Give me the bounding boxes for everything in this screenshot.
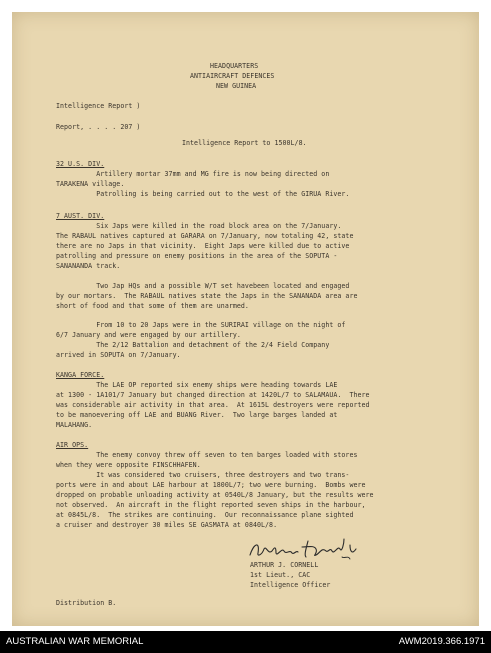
body-line: The LAE OP reported six enemy ships were heading towards LAE: [56, 381, 338, 389]
body-line: SANANANDA track.: [56, 262, 121, 270]
body-line: to be manoevering off LAE and BUANG River. Two large barges landed at: [56, 411, 338, 419]
body-line: The RABAUL natives captured at GARARA on 7/January, now totaling 42, state: [56, 232, 354, 240]
body-line: by our mortars. The RABAUL natives state the Japs in the SANANADA area are: [56, 292, 358, 300]
body-line: when they were opposite FINSCHHAFEN.: [56, 461, 201, 469]
body-line: a cruiser and destroyer 30 miles SE GASMATA at 0840L/8.: [56, 521, 278, 529]
body-line: not observed. An aircraft in the flight reported seven ships in the harbour,: [56, 501, 366, 509]
body-line: MALAHANG.: [56, 421, 93, 429]
body-line: Two Jap HQs and a possible W/T set havebeen located and engaged: [56, 282, 350, 290]
signature-role: Intelligence Officer: [250, 581, 331, 589]
body-line: ports were in and about LAE harbour at 1800L/7; two were burning. Bombs were: [56, 481, 366, 489]
body-line: From 10 to 20 Japs were in the SURIRAI village on the night of: [56, 321, 346, 329]
section-heading-air-ops: AIR OPS.: [56, 441, 89, 449]
body-line: was considerable air activity in that area. At 1615L destroyers were reported: [56, 401, 370, 409]
body-line: TARAKENA village.: [56, 180, 125, 188]
body-line: patrolling and pressure on enemy positions in the area of the SOPUTA -: [56, 252, 338, 260]
section-heading-7-aust-div: 7 AUST. DIV.: [56, 212, 105, 220]
report-id-line-2: Report, . . . . 207 ): [56, 123, 141, 131]
body-line: dropped on probable unloading activity at 0540L/8 January, but the results were: [56, 491, 374, 499]
archive-footer-bar: [0, 631, 491, 653]
body-line: Six Japs were killed in the road block area on the 7/January.: [56, 222, 342, 230]
report-title: Intelligence Report to 1500L/8.: [182, 139, 307, 147]
header-line-new-guinea: NEW GUINEA: [216, 82, 257, 90]
body-line: Patrolling is being carried out to the west of the GIRUA River.: [56, 190, 350, 198]
section-heading-32-us-div: 32 U.S. DIV.: [56, 160, 105, 168]
report-id-line-1: Intelligence Report ): [56, 102, 141, 110]
section-heading-kanga-force: KANGA FORCE.: [56, 371, 105, 379]
header-line-headquarters: HEADQUARTERS: [210, 62, 259, 70]
body-line: arrived in SOPUTA on 7/January.: [56, 351, 181, 359]
distribution-line: Distribution B.: [56, 599, 117, 607]
body-line: The enemy convoy threw off seven to ten barges loaded with stores: [56, 451, 358, 459]
signature-name: ARTHUR J. CORNELL: [250, 561, 319, 569]
body-line: It was considered two cruisers, three destroyers and two trans-: [56, 471, 350, 479]
header-line-antiaircraft: ANTIAIRCRAFT DEFENCES: [190, 72, 275, 80]
archive-name: AUSTRALIAN WAR MEMORIAL: [6, 636, 144, 647]
body-line: at 0845L/8. The strikes are continuing. Our reconnaissance plane sighted: [56, 511, 354, 519]
body-line: there are no Japs in that vicinity. Eight Japs were killed due to active: [56, 242, 350, 250]
body-line: 6/7 January and were engaged by our artillery.: [56, 331, 241, 339]
body-line: at 1300 - 1A101/7 January but changed direction at 1420L/7 to SALAMAUA. There: [56, 391, 370, 399]
body-line: The 2/12 Battalion and detachment of the 2/4 Field Company: [56, 341, 330, 349]
signature-rank: 1st Lieut., CAC: [250, 571, 311, 579]
body-line: Artillery mortar 37mm and MG fire is now being directed on: [56, 170, 330, 178]
body-line: short of food and that some of them are unarmed.: [56, 302, 249, 310]
accession-number: AWM2019.366.1971: [398, 636, 485, 647]
handwritten-signature: [246, 535, 386, 563]
